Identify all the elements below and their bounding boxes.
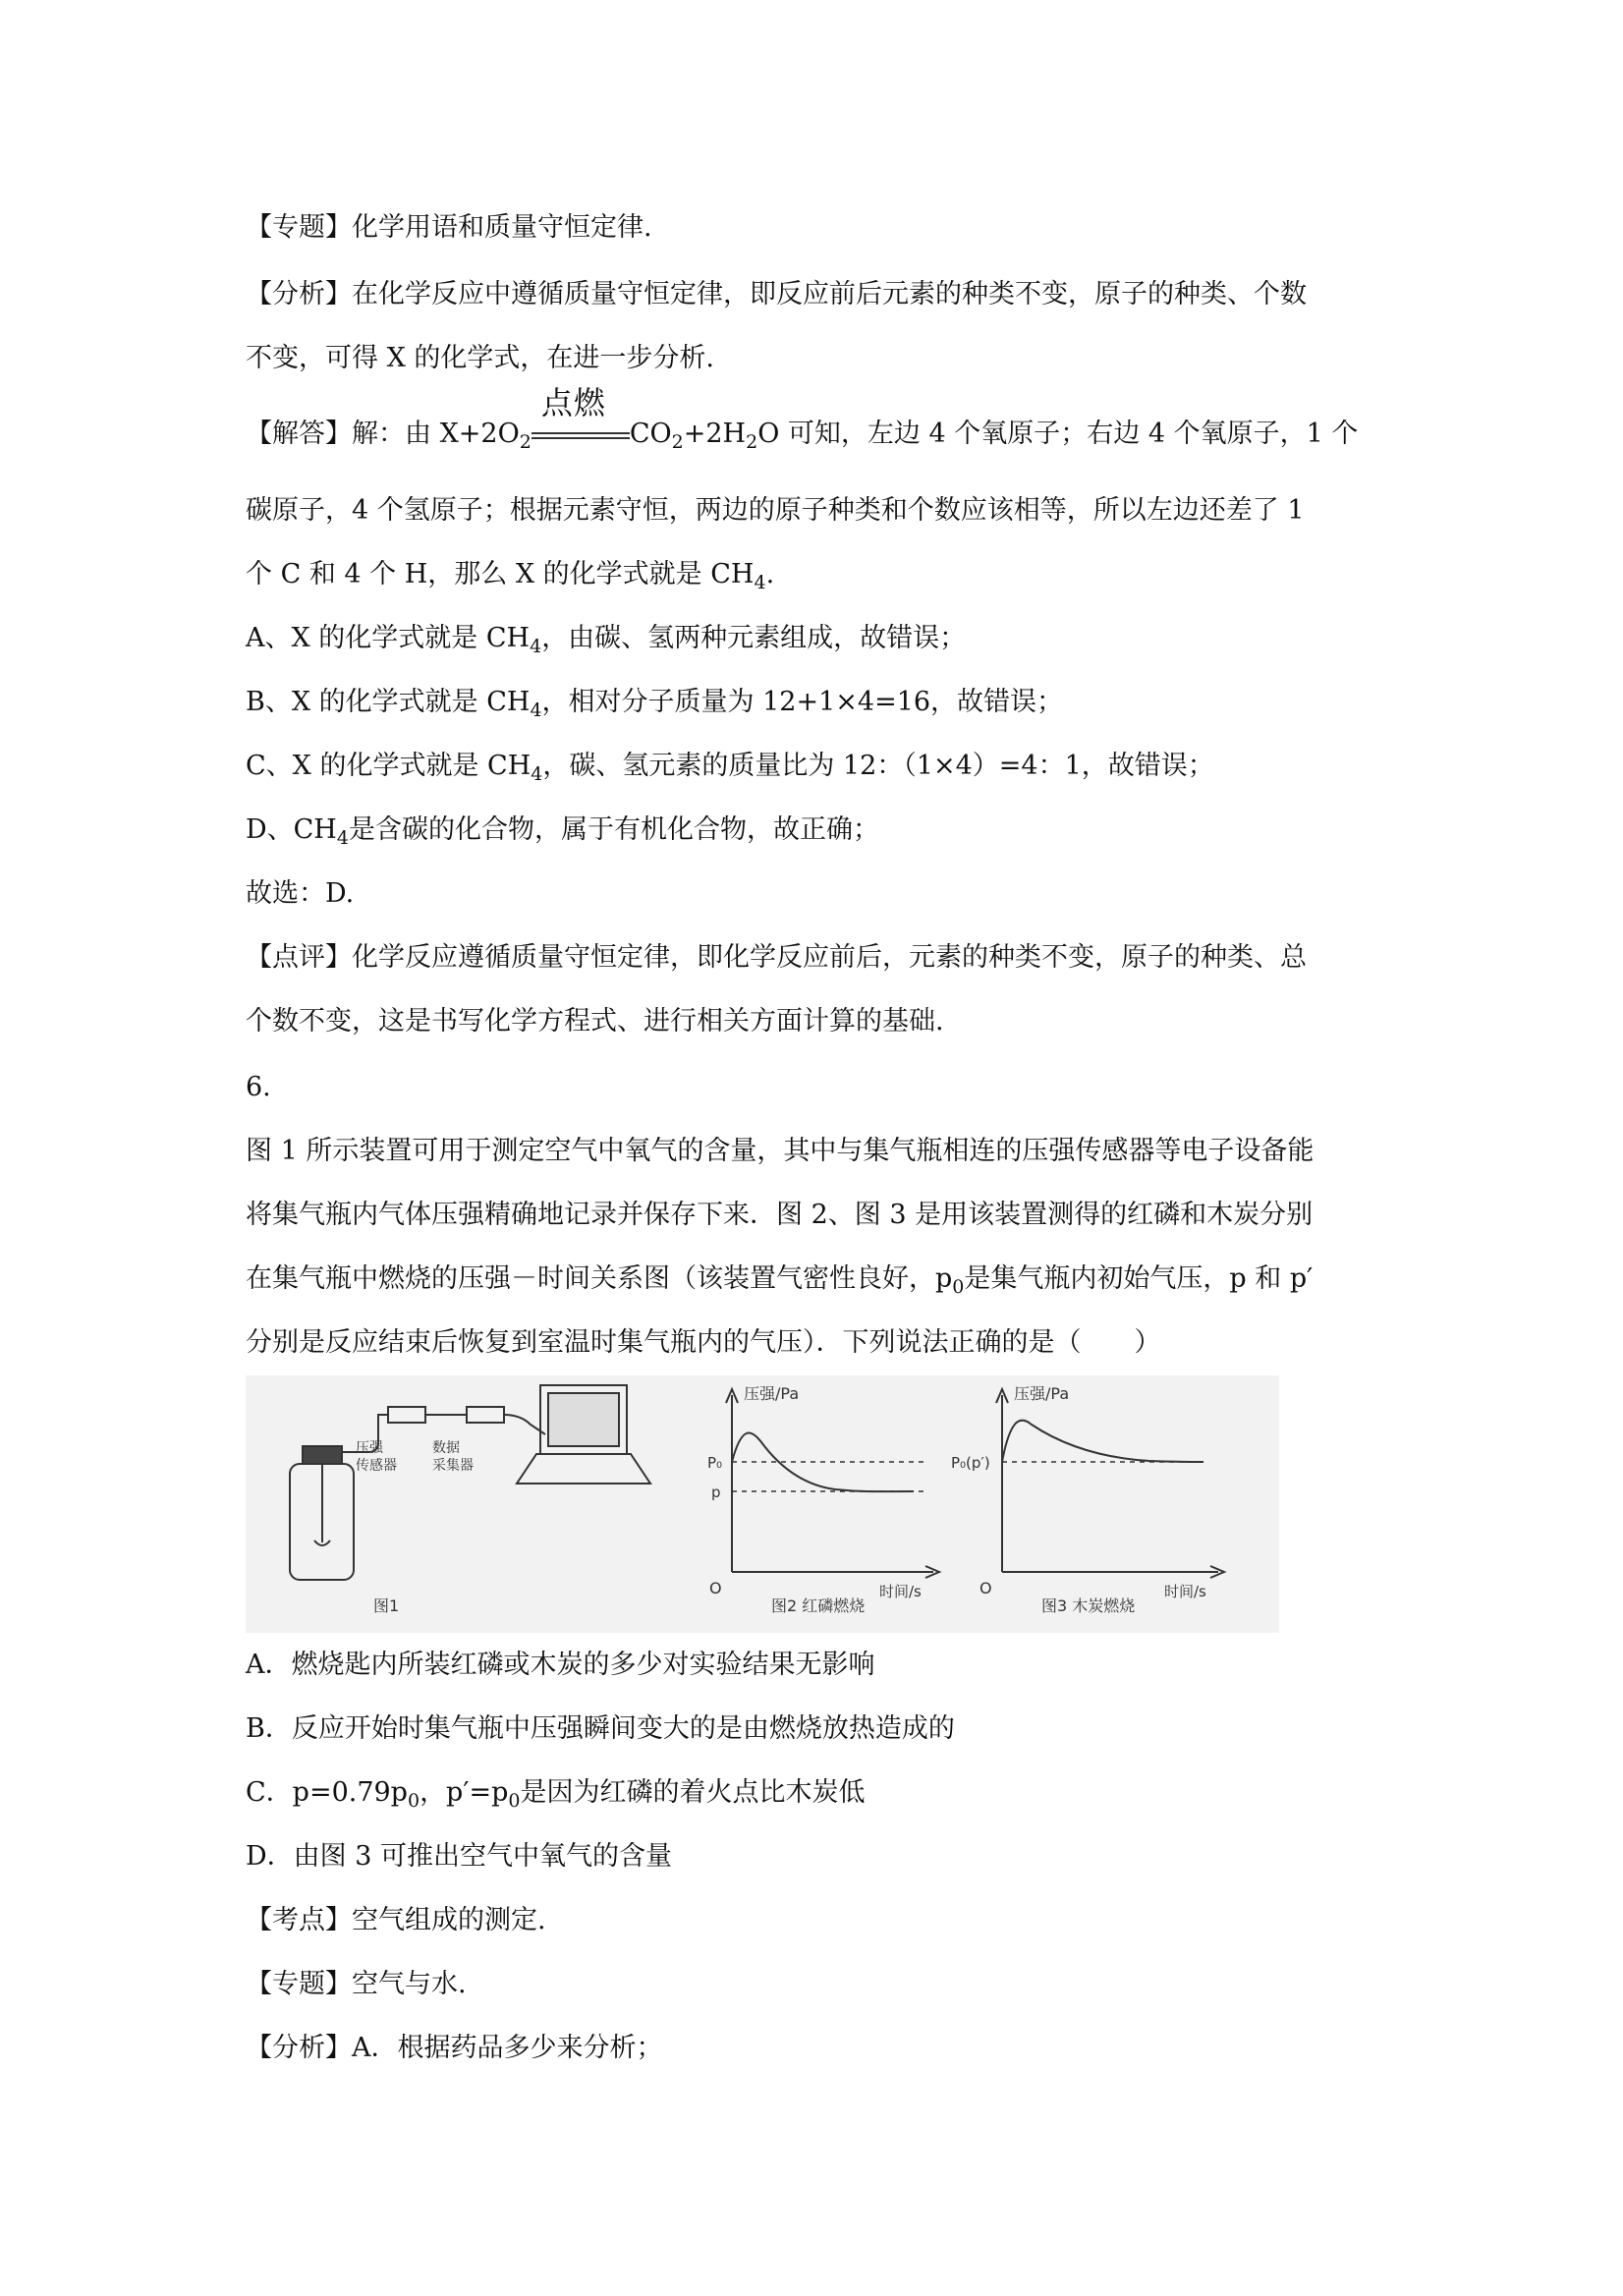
option-d-line <box>246 811 879 850</box>
topic-line-1: 【专题】化学用语和质量守恒定律. <box>246 212 652 243</box>
question-line-2: 将集气瓶内气体压强精确地记录并保存下来．图 2、图 3 是用该装置测得的红磷和木炭分别 <box>246 1200 1314 1230</box>
sensor-label-2: 传感器 <box>356 1458 397 1474</box>
question-line-3-text: 在集气瓶中燃烧的压强－时间关系图（该装置气密性良好，p <box>246 1263 953 1294</box>
answer-line-3 <box>246 555 774 594</box>
fig3-origin: O <box>979 1579 992 1597</box>
option-c-text-c: 是因为红磷的着火点比木炭低 <box>520 1777 866 1808</box>
fig2-p-label: p <box>711 1484 721 1501</box>
collector-label-1: 数据 <box>432 1440 460 1456</box>
option-a-rest: ，由碳、氢两种元素组成，故错误； <box>541 623 967 653</box>
answer-line-3-text: 个 C 和 4 个 H，那么 X 的化学式就是 CH <box>246 559 755 589</box>
fig3-y-label: 压强/Pa <box>1014 1384 1070 1403</box>
cable <box>504 1415 545 1434</box>
answer-product-h: +2H <box>683 419 747 449</box>
fig1-caption: 图1 <box>373 1596 400 1615</box>
reaction-condition: 点燃 <box>540 384 606 421</box>
comment-line-a: 【点评】化学反应遵循质量守恒定律，即化学反应前后，元素的种类不变，原子的种类、总 <box>246 942 1307 973</box>
option-c-line <box>246 747 1214 786</box>
subscript: 2 <box>671 431 684 453</box>
answer-line-2: 碳原子，4 个氢原子；根据元素守恒，两边的原子种类和个数应该相等，所以左边还差了 1 <box>246 495 1305 526</box>
subscript: 4 <box>531 763 543 785</box>
fig3-pressure-curve <box>1002 1421 1203 1462</box>
option-c-text-b: ，p′=p <box>420 1777 509 1808</box>
pressure-sensor <box>388 1407 425 1423</box>
option-a-text: A、X 的化学式就是 CH <box>246 623 531 653</box>
choice-line: 故选：D. <box>246 878 355 909</box>
question-line-4: 分别是反应结束后恢复到室温时集气瓶内的气压）．下列说法正确的是（ ） <box>246 1327 1161 1358</box>
question-option-a: A．燃烧匙内所装红磷或木炭的多少对实验结果无影响 <box>246 1650 875 1680</box>
question-option-b: B．反应开始时集气瓶中压强瞬间变大的是由燃烧放热造成的 <box>246 1713 955 1744</box>
data-collector <box>467 1407 504 1423</box>
question-number: 6. <box>246 1072 271 1102</box>
fig2-x-label: 时间/s <box>879 1583 922 1600</box>
fig3-caption: 图3 木炭燃烧 <box>1041 1596 1136 1615</box>
arrow-bar-bottom <box>532 437 630 439</box>
collector-label-2: 采集器 <box>432 1458 474 1474</box>
answer-line-1 <box>246 384 1359 454</box>
question-option-c <box>246 1773 865 1813</box>
option-d-text: D、CH <box>246 814 337 845</box>
subscript: 4 <box>336 827 349 849</box>
question-line-3 <box>246 1260 1313 1299</box>
option-c-text-a: C．p=0.79p <box>246 1777 408 1808</box>
fig2-caption: 图2 红磷燃烧 <box>771 1596 866 1615</box>
option-a-line <box>246 619 966 658</box>
answer-rest: O 可知，左边 4 个氧原子；右边 4 个氧原子，1 个 <box>757 419 1359 449</box>
fig2-plot <box>726 1389 939 1578</box>
subscript: 0 <box>407 1790 420 1812</box>
fig1-apparatus <box>290 1385 650 1580</box>
subscript: 0 <box>952 1276 965 1298</box>
subscript: 2 <box>519 431 532 453</box>
option-c-rest: ，碳、氢元素的质量比为 12：（1×4）=4：1，故错误； <box>542 751 1214 781</box>
laptop-display <box>548 1393 619 1446</box>
subscript: 4 <box>530 636 542 657</box>
analysis-line-2: 【分析】A．根据药品多少来分析； <box>246 2033 663 2063</box>
fig3-x-label: 时间/s <box>1164 1583 1206 1600</box>
experiment-figure <box>246 1375 1279 1633</box>
topic-line-2: 【专题】空气与水. <box>246 1969 467 1999</box>
arrow-bar-top <box>532 432 630 434</box>
bottle-stopper <box>303 1446 342 1464</box>
subscript: 2 <box>746 431 758 453</box>
subscript: 0 <box>508 1790 521 1812</box>
comment-line-b: 个数不变，这是书写化学方程式、进行相关方面计算的基础. <box>246 1006 944 1036</box>
option-b-rest: ，相对分子质量为 12+1×4=16，故错误； <box>541 687 1064 717</box>
sensor-label-1: 压强 <box>356 1440 383 1456</box>
fig2-y-label: 压强/Pa <box>744 1384 800 1403</box>
answer-product-co: CO <box>629 419 672 449</box>
analysis-line-1b: 不变，可得 X 的化学式，在进一步分析. <box>246 343 714 373</box>
fig3-plot <box>996 1389 1224 1578</box>
experiment-figure-svg <box>246 1375 1279 1633</box>
option-b-text: B、X 的化学式就是 CH <box>246 687 531 717</box>
answer-prefix: 【解答】解：由 X+2O <box>246 419 520 449</box>
subscript: 4 <box>754 572 766 593</box>
answer-line-3-end: . <box>765 559 775 589</box>
question-line-1: 图 1 所示装置可用于测定空气中氧气的含量，其中与集气瓶相连的压强传感器等电子设备能 <box>246 1136 1315 1166</box>
question-line-3-rest: 是集气瓶内初始气压，p 和 p′ <box>964 1263 1314 1294</box>
question-option-d: D．由图 3 可推出空气中氧气的含量 <box>246 1841 672 1872</box>
option-d-rest: 是含碳的化合物，属于有机化合物，故正确； <box>348 814 879 845</box>
fig3-p0-label: P₀(p′) <box>951 1454 990 1472</box>
kaodian-line: 【考点】空气组成的测定. <box>246 1905 546 1935</box>
option-c-text: C、X 的化学式就是 CH <box>246 751 532 781</box>
fig2-p0-label: P₀ <box>707 1454 723 1472</box>
laptop-base <box>517 1454 650 1484</box>
option-b-line <box>246 683 1063 722</box>
subscript: 4 <box>530 700 542 721</box>
fig2-origin: O <box>709 1579 722 1597</box>
analysis-line-1a: 【分析】在化学反应中遵循质量守恒定律，即反应前后元素的种类不变，原子的种类、个数 <box>246 279 1307 309</box>
reaction-arrow <box>532 384 630 454</box>
